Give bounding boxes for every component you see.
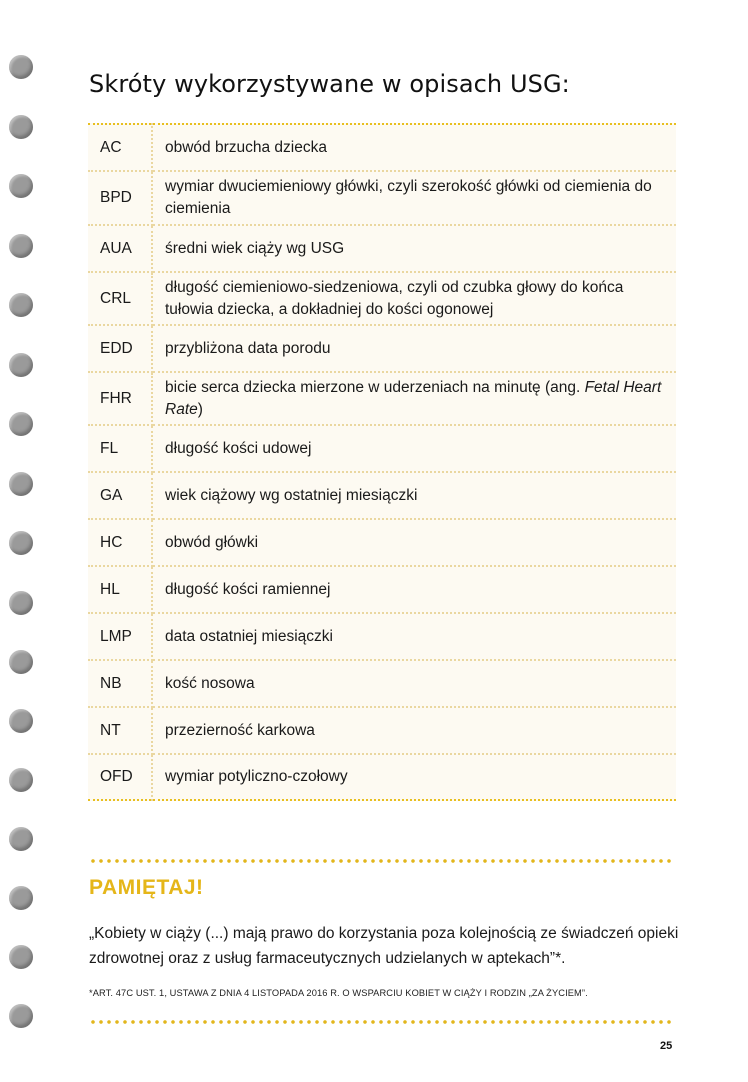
abbreviation-description: obwód główki	[152, 519, 676, 566]
abbreviation-description: długość kości udowej	[152, 425, 676, 472]
abbreviation-code: GA	[88, 472, 152, 519]
abbreviation-description: przezierność karkowa	[152, 707, 676, 754]
table-row	[88, 472, 676, 519]
table-row	[88, 372, 676, 425]
binder-hole	[9, 650, 33, 674]
binder-hole	[9, 174, 33, 198]
table-row	[88, 325, 676, 372]
binder-hole	[9, 531, 33, 555]
abbreviation-description: wiek ciążowy wg ostatniej miesiączki	[152, 472, 676, 519]
binder-hole	[9, 55, 33, 79]
binder-hole	[9, 945, 33, 969]
abbreviation-code: FHR	[88, 372, 152, 425]
binder-hole	[9, 709, 33, 733]
table-row	[88, 660, 676, 707]
abbreviation-description: data ostatniej miesiączki	[152, 613, 676, 660]
binder-hole	[9, 234, 33, 258]
abbreviation-description: przybliżona data porodu	[152, 325, 676, 372]
abbreviation-code: FL	[88, 425, 152, 472]
binder-hole	[9, 115, 33, 139]
page-title: Skróty wykorzystywane w opisach USG:	[89, 70, 570, 98]
binder-hole	[9, 768, 33, 792]
abbreviation-code: BPD	[88, 171, 152, 225]
table-row	[88, 225, 676, 272]
abbreviation-code: HL	[88, 566, 152, 613]
abbreviation-code: NT	[88, 707, 152, 754]
abbreviation-description: długość ciemieniowo-siedzeniowa, czyli od czubka głowy do końca tułowia dziecka, a dokładniej do kości ogonowej	[152, 272, 676, 325]
binder-hole	[9, 293, 33, 317]
footnote: *ART. 47C UST. 1, USTAWA Z DNIA 4 LISTOPADA 2016 R. O WSPARCIU KOBIET W CIĄŻY I RODZIN „ZA ŻYCIEM”.	[89, 988, 588, 998]
binder-hole	[9, 472, 33, 496]
description-text-tail: )	[197, 400, 203, 418]
abbreviations-table	[88, 123, 676, 801]
dotted-divider-top	[89, 859, 675, 863]
abbreviation-code: NB	[88, 660, 152, 707]
binder-hole	[9, 591, 33, 615]
table-row	[88, 171, 676, 225]
abbreviation-description: obwód brzucha dziecka	[152, 124, 676, 171]
abbreviation-code: EDD	[88, 325, 152, 372]
table-row	[88, 707, 676, 754]
abbreviation-code: AC	[88, 124, 152, 171]
binder-hole	[9, 827, 33, 851]
abbreviation-description: długość kości ramiennej	[152, 566, 676, 613]
remember-quote: „Kobiety w ciąży (...) mają prawo do korzystania poza kolejnością ze świadczeń opieki zdrowotnej oraz z usług farmaceutycznych udzielanych w aptekach”*.	[89, 925, 679, 967]
abbreviation-code: LMP	[88, 613, 152, 660]
table-row	[88, 754, 676, 800]
abbreviation-description	[152, 372, 676, 425]
table-row	[88, 566, 676, 613]
description-italic-term: Fetal Heart Rate	[165, 378, 662, 418]
abbreviation-code: AUA	[88, 225, 152, 272]
abbreviation-description: średni wiek ciąży wg USG	[152, 225, 676, 272]
page-number: 25	[660, 1040, 673, 1052]
abbreviation-code: OFD	[88, 754, 152, 800]
binder-hole	[9, 412, 33, 436]
table-row	[88, 425, 676, 472]
remember-heading: PAMIĘTAJ!	[89, 876, 204, 899]
description-text: bicie serca dziecka mierzone w uderzeniach na minutę (ang.	[165, 378, 585, 396]
abbreviation-description: wymiar dwuciemieniowy główki, czyli szerokość główki od ciemienia do ciemienia	[152, 171, 676, 225]
table-row	[88, 613, 676, 660]
abbreviation-code: CRL	[88, 272, 152, 325]
table-row	[88, 272, 676, 325]
binder-hole	[9, 1004, 33, 1028]
binder-hole	[9, 886, 33, 910]
binder-hole	[9, 353, 33, 377]
abbreviation-description: kość nosowa	[152, 660, 676, 707]
table-row	[88, 519, 676, 566]
binder-holes	[9, 0, 35, 1082]
table-row	[88, 124, 676, 171]
dotted-divider-bottom	[89, 1020, 675, 1024]
abbreviation-description: wymiar potyliczno-czołowy	[165, 768, 348, 785]
abbreviation-code: HC	[88, 519, 152, 566]
